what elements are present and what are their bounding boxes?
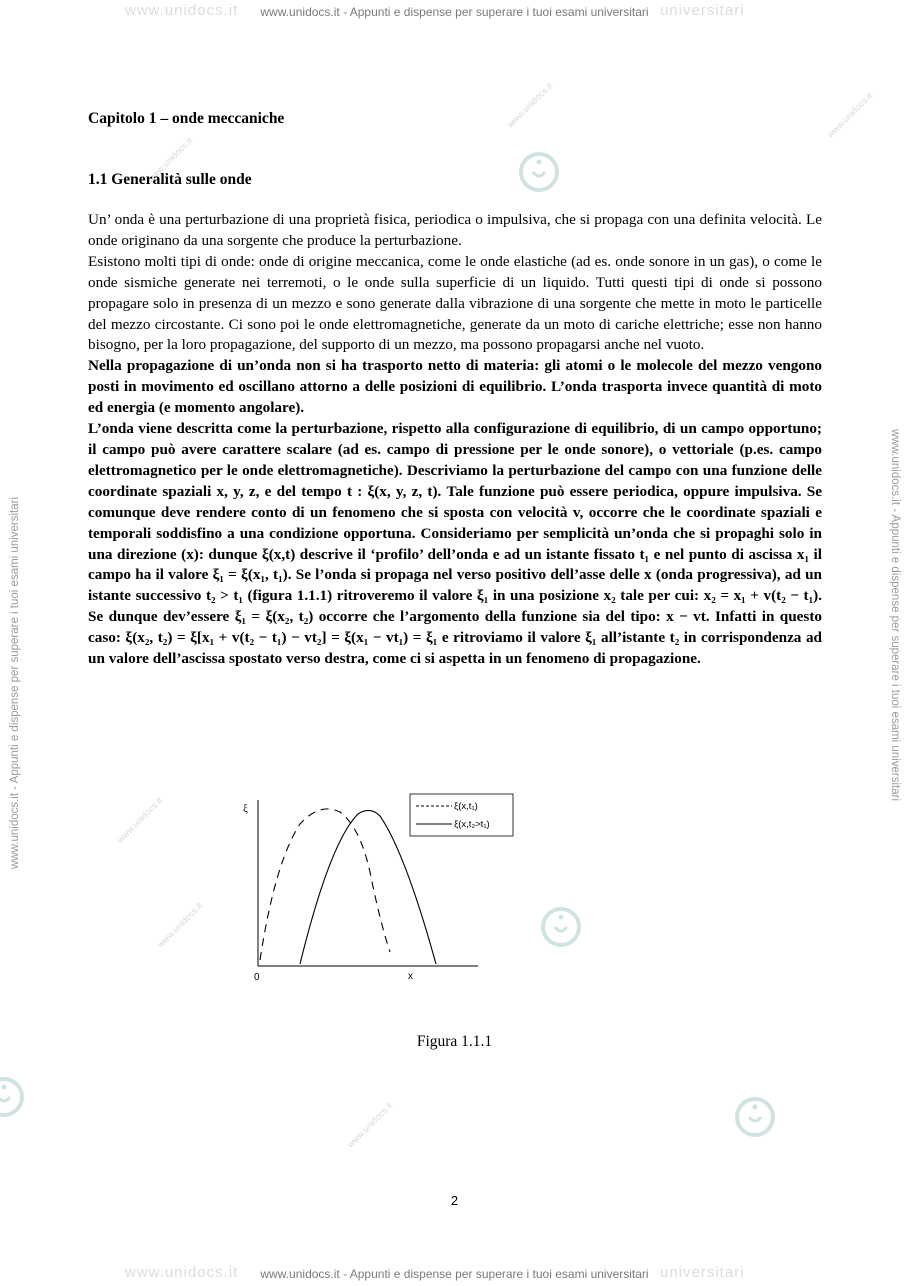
right-side-watermark: www.unidocs.it - Appunti e dispense per superare i tuoi esami universitari bbox=[889, 429, 901, 802]
wave-t1-curve bbox=[260, 809, 390, 960]
bottom-watermark-text: www.unidocs.it - Appunti e dispense per superare i tuoi esami universitari bbox=[260, 1267, 649, 1281]
top-watermark bbox=[0, 0, 909, 24]
y-axis-label: ξ bbox=[243, 803, 248, 815]
watermark-stamp: www.unidocs.it bbox=[505, 80, 555, 130]
bottom-ghost-right: universitari bbox=[660, 1264, 745, 1281]
bottom-ghost-left: www.unidocs.it bbox=[125, 1264, 239, 1281]
wave-figure bbox=[240, 792, 520, 992]
watermark-logo-icon bbox=[517, 150, 561, 194]
watermark-logo-icon bbox=[539, 905, 583, 949]
paragraph-2: Esistono molti tipi di onde: onde di origine meccanica, come le onde elastiche (ad es. onde sonore in un gas), o come le onde sismiche generate nei terremoti, o le onde sulla superficie di un liquido. Tutti questi tipi di onde si possono propagare solo in presenza di un mezzo e sono generate dalla vibrazione di una sorgente che mette in moto le particelle del mezzo circostante. Ci sono poi le onde elettromagnetiche, generate da un moto di cariche elettriche; esse non hanno bisogno, per la loro propagazione, del supporto di un mezzo, ma possono propagarsi anche nel vuoto. bbox=[88, 252, 822, 354]
paragraph-3: Nella propagazione di un’onda non si ha trasporto netto di materia: gli atomi o le molecole del mezzo vengono posti in movimento ed oscillano attorno a delle posizioni di equilibrio. L’onda trasporta invece quantità di moto ed energia (e momento angolare). bbox=[88, 357, 822, 417]
top-watermark-text: www.unidocs.it - Appunti e dispense per superare i tuoi esami universitari bbox=[260, 5, 649, 19]
page-number: 2 bbox=[450, 1193, 459, 1208]
origin-label: 0 bbox=[254, 972, 260, 983]
watermark-stamp: www.unidocs.it bbox=[825, 90, 875, 140]
figure-caption: Figura 1.1.1 bbox=[416, 1033, 493, 1050]
x-axis-label: x bbox=[408, 971, 413, 982]
body-text bbox=[88, 210, 822, 670]
top-ghost-right: universitari bbox=[660, 2, 745, 19]
watermark-logo-icon bbox=[733, 1095, 777, 1139]
watermark-stamp: www.unidocs.it bbox=[345, 1100, 395, 1150]
watermark-stamp: www.unidocs.it bbox=[155, 900, 205, 950]
paragraph-1: Un’ onda è una perturbazione di una proprietà fisica, periodica o impulsiva, che si propaga con una definita velocità. Le onde originano da una sorgente che produce la perturbazione. bbox=[88, 211, 822, 249]
legend-label-2: ξ(x,t₂>t₁) bbox=[454, 819, 490, 830]
left-side-watermark: www.unidocs.it - Appunti e dispense per superare i tuoi esami universitari bbox=[9, 496, 21, 869]
legend-label-1: ξ(x,t₁) bbox=[454, 801, 478, 812]
top-ghost-left: www.unidocs.it bbox=[125, 2, 239, 19]
section-title: 1.1 Generalità sulle onde bbox=[88, 171, 252, 188]
paragraph-4: L’onda viene descritta come la perturbazione, rispetto alla configurazione di equilibrio, di un campo opportuno; il campo può avere carattere scalare (ad es. campo di pressione per le onde sonore), o vettoriale (p.es. campo elettromagnetico per le onde elettromagnetiche). Descriviamo la perturbazione del campo con una funzione delle coordinate spaziali x, y, z, e del tempo t : ξ(x, y, z, t). Tale funzione può essere periodica, oppure impulsiva. Se comunque deve rendere conto di un fenomeno che si sposta con velocità v, occorre che le coordinate spaziali e temporali soddisfino a una condizione opportuna. Consideriamo per semplicità un’onda che si propaghi solo in una direzione (x): dunque ξ(x,t) descrive il ‘profilo’ dell’onda e ad un istante fissato t₁ e nel punto di ascissa x₁ il campo ha il valore ξ₁ = ξ(x₁, t₁). Se l’onda si propaga nel verso positivo dell’asse delle x (onda progressiva), ad un istante successivo t₂ > t₁ (figura 1.1.1) ritroveremo il valore ξ₁ in una posizione x₂ tale per cui: x₂ = x₁ + v(t₂ − t₁). Se dunque dev’essere ξ₁ = ξ(x₂, t₂) occorre che l’argomento della funzione sia del tipo: x − vt. Infatti in questo caso: ξ(x₂, t₂) = ξ[x₁ + v(t₂ − t₁) − vt₂] = ξ(x₁ − vt₁) = ξ₁ e ritroviamo il valore ξ₁ all’istante t₂ in corrispondenza ad un valore dell’ascissa spostato verso destra, come ci si aspetta in un fenomeno di propagazione. bbox=[88, 420, 822, 668]
watermark-stamp: www.unidocs.it bbox=[145, 135, 195, 185]
watermark-logo-icon bbox=[0, 1075, 26, 1119]
watermark-stamp: www.unidocs.it bbox=[115, 795, 165, 845]
bottom-watermark bbox=[0, 1262, 909, 1286]
chapter-title: Capitolo 1 – onde meccaniche bbox=[88, 110, 285, 127]
